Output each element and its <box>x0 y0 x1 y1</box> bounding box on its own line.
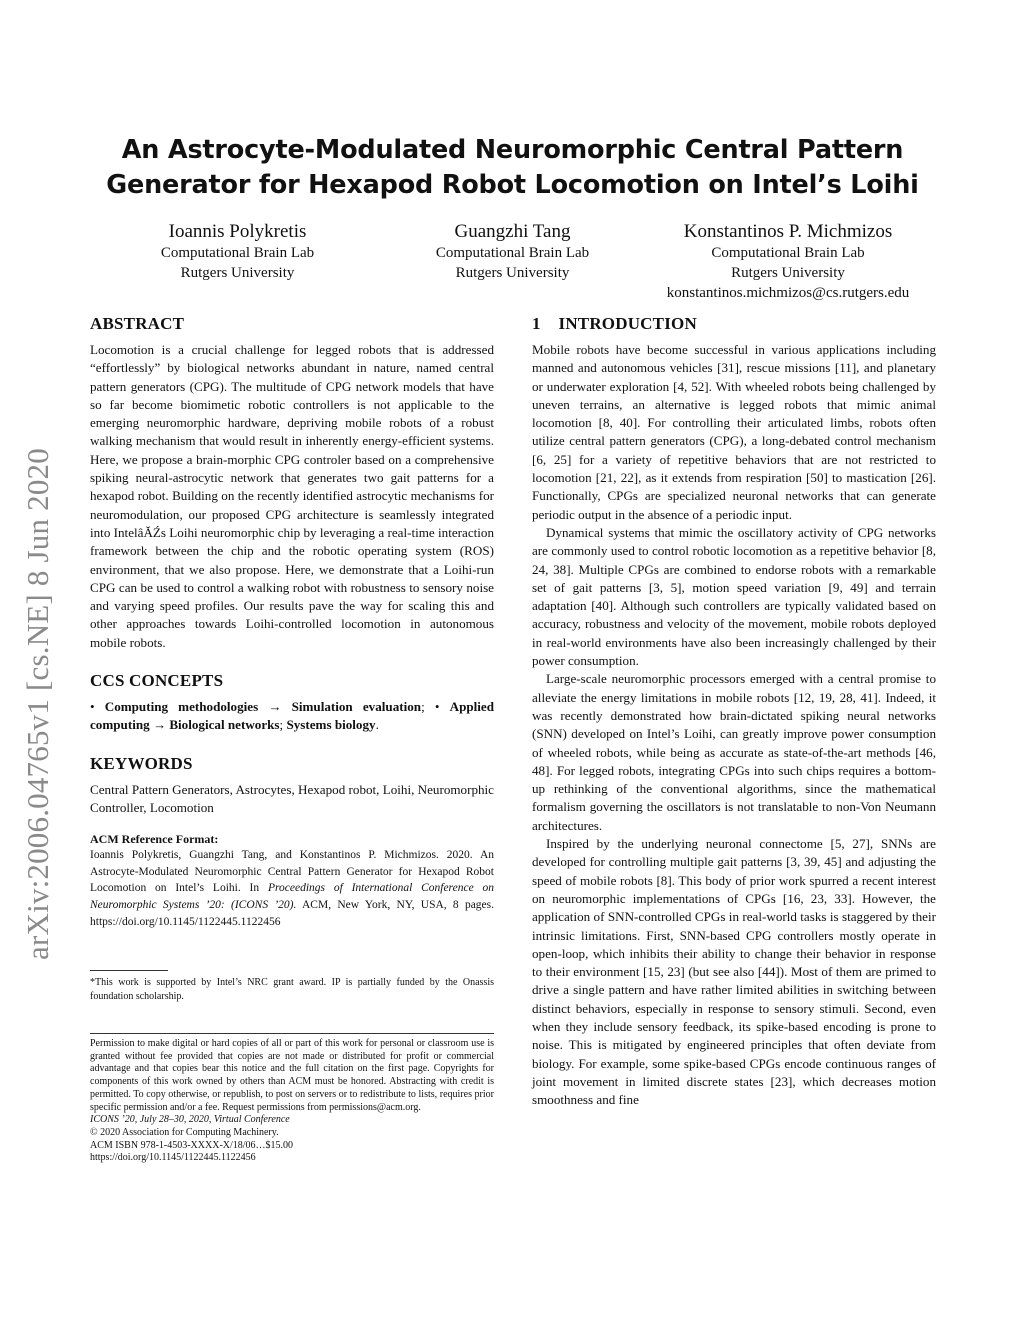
ccs-term: Simulation evaluation <box>291 699 422 715</box>
ccs-term: Biological networks <box>169 717 280 733</box>
author-institution: Rutgers University <box>455 265 570 281</box>
footnote: *This work is supported by Intel’s NRC grant award. IP is partially funded by the Onassis foundation scholarship. <box>90 977 494 1002</box>
intro-paragraph: Dynamical systems that mimic the oscillatory activity of CPG networks are commonly used to control robotic locomotion as a repetitive behavior [8, 24, 38]. Multiple CPGs are combined to endorse robots with a remarkable set of gait patterns [3, 5], motion speed variation [9, 49] and terrain adaptation [40]. Although such controllers are typically validated based on accuracy, robustness and velocity of the movement, mobile robots deployed in real-world environments have also been increasingly challenged by their power consumption. <box>532 524 936 669</box>
author-affiliation: Computational Brain Lab <box>711 245 865 261</box>
author-block-1 <box>130 221 345 283</box>
introduction-heading: 1 INTRODUCTION <box>532 314 697 333</box>
ccs-arrow: → <box>149 717 170 733</box>
permissions-text: Permission to make digital or hard copies of all or part of this work for personal or classroom use is granted without fee provided that copies are not made or distributed for profit or commercial advantage and that copies bear this notice and the full citation on the first page. Copyrights for components of this work owned by others than ACM must be honored. Abstracting with credit is permitted. To copy otherwise, or republish, to post on servers or to redistribute to lists, requires prior specific permission and/or a fee. Request permissions from permissions@acm.org. <box>90 1038 494 1113</box>
author-name: Konstantinos P. Michmizos <box>683 221 893 242</box>
author-block-3 <box>652 221 924 303</box>
permissions-divider <box>90 1033 494 1034</box>
ccs-end: . <box>375 717 379 733</box>
right-column <box>532 314 936 1109</box>
intro-paragraph: Inspired by the underlying neuronal connectome [5, 27], SNNs are developed for controlling multiple gait patterns [3, 39, 45] and adjusting the speed of mobile robots [8]. This body of prior work spurred a recent interest on neuromorphic implementations of CPGs [16, 23, 33]. However, the application of SNN-controlled CPGs in real-world tasks is staggered by their intrinsic limitations. First, SNN-based CPG controllers mostly operate in open-loop, which inhibits their ability to change their behavior in response to their environment [15, 23] (but see also [44]). Most of them are primed to drive a single pattern and have rather limited abilities in switching between distinct behaviors, especially in response to sensory stimuli. Second, even when they include sensory feedback, its spike-based encoding is prone to noise. This is mitigated by engineered principles that often deviate from biology. For example, some spike-based CPGs encode continuous ranges of joint movement in limited discrete states [23], which decreases motion smoothness and fine <box>532 836 936 1108</box>
copyright-line: © 2020 Association for Computing Machinery. <box>90 1126 279 1138</box>
author-institution: Rutgers University <box>180 265 295 281</box>
author-block-2 <box>405 221 620 283</box>
author-name: Guangzhi Tang <box>454 221 571 242</box>
author-name: Ioannis Polykretis <box>168 221 307 242</box>
footnote-divider <box>90 970 168 971</box>
acm-reference-proceedings: Proceedings of International Conference on Neuromorphic Systems ’20: (ICONS ’20). <box>90 882 494 912</box>
intro-paragraph: Mobile robots have become successful in various applications including manned and autonomous vehicles [31], rescue missions [11], and planetary or underwater exploration [4, 52]. With wheeled robots being challenged by uneven terrains, an alternative is legged robots that mimic animal locomotion [8, 40]. For controlling their articulated limbs, robots often utilize central pattern generators (CPG), a long-debated control mechanism [6, 25] for a variety of repetitive behaviors that are not restricted to locomotion [21, 22], as it extends from respiration [50] to mastication [26]. Functionally, CPGs are specialized neuronal networks that can generate periodic output in the absence of a periodic input. <box>532 342 936 522</box>
keywords-heading: KEYWORDS <box>90 753 193 773</box>
author-institution: Rutgers University <box>731 265 845 281</box>
ccs-concepts-heading: CCS CONCEPTS <box>90 671 224 691</box>
ccs-term: Applied computing <box>90 699 494 733</box>
doi-link[interactable]: https://doi.org/10.1145/1122445.1122456 <box>90 1152 256 1164</box>
acm-reference-label: ACM Reference Format: <box>90 832 219 847</box>
ccs-concepts-text <box>90 698 494 735</box>
author-email[interactable]: konstantinos.michmizos@cs.rutgers.edu <box>666 285 910 301</box>
acm-reference-part: Ioannis Polykretis, Guangzhi Tang, and Konstantinos P. Michmizos. 2020. An Astrocyte-Modulated Neuromorphic Central Pattern Generator for Hexapod Robot Locomotion on Intel’s Loihi. In <box>90 849 494 895</box>
paper-title <box>90 133 935 203</box>
isbn-line: ACM ISBN 978-1-4503-XXXX-X/18/06…$15.00 <box>90 1139 294 1151</box>
author-affiliation: Computational Brain Lab <box>160 245 315 261</box>
abstract-text: Locomotion is a crucial challenge for legged robots that is addressed “effortlessly” by biological networks abundant in nature, named central pattern generators (CPG). The multitude of CPG network models that have so far become biomimetic robotic controllers is not applicable to the emerging neuromorphic hardware, depriving mobile robots of a robust walking mechanism that would result in inherently energy-efficient systems. Here, we propose a brain-morphic CPG controler based on a comprehensive spiking neural-astrocytic network that generates two gait patterns for a hexapod robot. Building on the recently identified astrocytic mechanisms for neuromodulation, our proposed CPG architecture is seamlessly integrated into IntelâĂŹs Loihi neuromorphic chip by leveraging a real-time interaction framework between the chip and the robotic operating system (ROS) environment, that we also propose. Here, we demonstrate that a Loihi-run CPG can be used to control a walking robot with robustness to sensory noise and varying speed profiles. Our results pave the way for scaling this and other approaches towards Loihi-controlled locomotion in autonomous mobile robots. <box>90 342 494 650</box>
arxiv-identifier: arXiv:2006.04765v1 [cs.NE] 8 Jun 2020 <box>20 448 55 960</box>
abstract-heading: ABSTRACT <box>90 314 185 333</box>
left-column <box>90 314 494 930</box>
acm-reference-part: ACM, New York, NY, USA, 8 pages. https://doi.org/10.1145/1122445.1122456 <box>90 899 495 928</box>
ccs-separator: ; <box>279 717 287 733</box>
ccs-term: Systems biology <box>286 717 376 733</box>
author-affiliation: Computational Brain Lab <box>435 245 590 261</box>
title-line-1: An Astrocyte-Modulated Neuromorphic Central Pattern <box>121 135 904 165</box>
ccs-arrow: → <box>258 699 292 715</box>
keywords-text: Central Pattern Generators, Astrocytes, Hexapod robot, Loihi, Neuromorphic Controller, Locomotion <box>90 781 494 815</box>
intro-paragraph: Large-scale neuromorphic processors emerged with a central promise to alleviate the energy limitations in mobile robots [12, 19, 28, 41]. Indeed, it was recently demonstrated how brain-dictated spiking neural networks (SNN) developed on Intel’s Loihi, can greatly improve power consumption of wheeled robots, while being as accurate as state-of-the-art methods [46, 48]. For legged robots, integrating CPGs into such chips requires a bottom-up rethinking of the conventional algorithms, since the mathematical formalism governing the oscillators is not translatable to non-Von Neumann architectures. <box>532 671 936 833</box>
acm-reference-text <box>90 847 494 930</box>
ccs-term: Computing methodologies <box>104 699 259 715</box>
conference-line: ICONS ’20, July 28–30, 2020, Virtual Conference <box>90 1114 290 1126</box>
permissions-block <box>90 1038 494 1165</box>
title-line-2: Generator for Hexapod Robot Locomotion on Intel’s Loihi <box>106 170 919 200</box>
bullet: • <box>90 699 105 715</box>
ccs-separator: ; • <box>421 699 450 715</box>
